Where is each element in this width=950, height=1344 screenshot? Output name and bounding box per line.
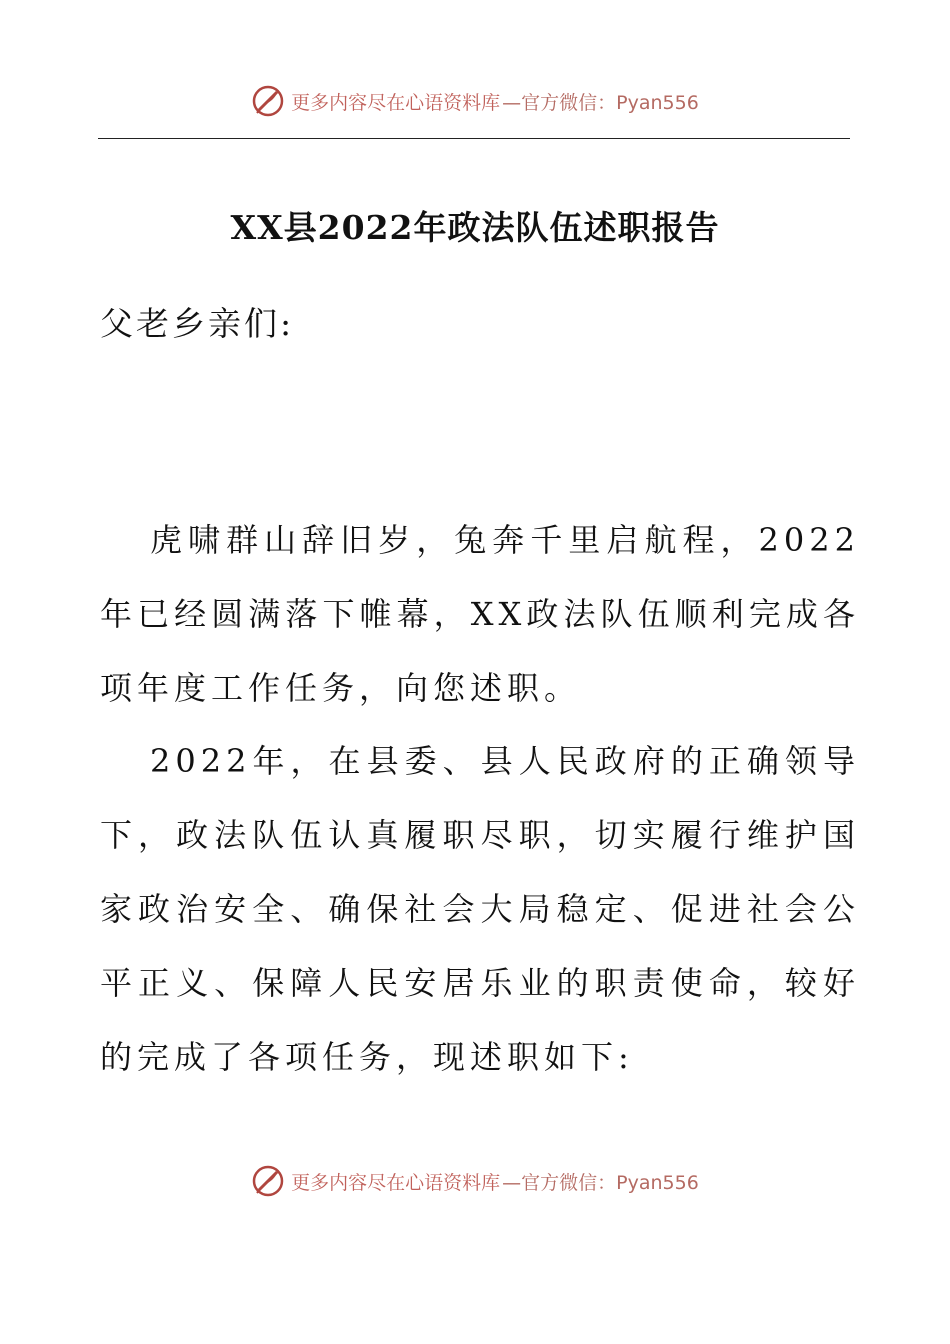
footer-watermark <box>0 1164 950 1198</box>
watermark-contact-text: —官方微信：Pyan556 <box>502 91 699 114</box>
header-watermark <box>0 84 950 118</box>
paragraph-2: 2022年，在县委、县人民政府的正确领导下，政法队伍认真履职尽职，切实履行维护国家政治安全、确保社会大局稳定、促进社会公平正义、保障人民安居乐业的职责使命，较好的完成了各项任务，现述职如下: <box>100 742 860 1076</box>
quill-logo-icon <box>251 84 285 118</box>
paragraph-1: 虎啸群山辞旧岁，兔奔千里启航程，2022年已经圆满落下帷幕，XX政法队伍顺利完成各项年度工作任务，向您述职。 <box>100 521 860 707</box>
salutation: 父老乡亲们: <box>100 304 295 343</box>
watermark-contact-text: —官方微信：Pyan556 <box>502 1171 699 1194</box>
quill-logo-icon <box>251 1164 285 1198</box>
watermark-brand-text: 更多内容尽在心语资料库 <box>291 91 501 114</box>
watermark-brand-text: 更多内容尽在心语资料库 <box>291 1171 501 1194</box>
document-title: XX县2022年政法队伍述职报告 <box>230 208 720 247</box>
header-divider <box>98 138 850 139</box>
